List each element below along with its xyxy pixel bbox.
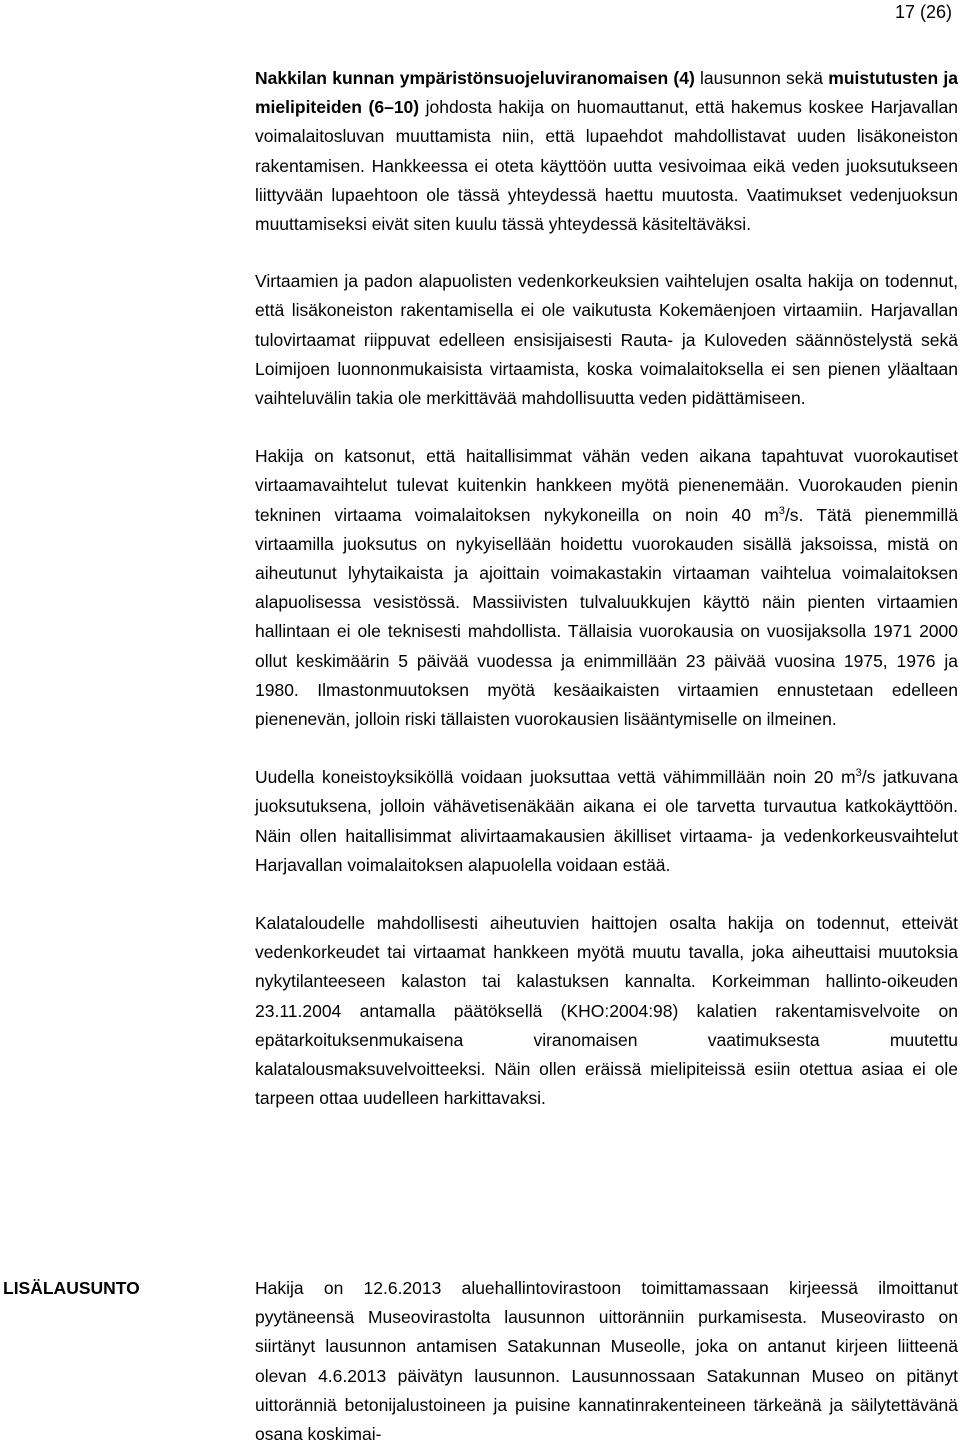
- document-body: [255, 64, 958, 1143]
- bold-phrase-objections: muistutusten ja mielipiteiden (6–10): [255, 68, 958, 118]
- paragraph-flow-variation: [255, 442, 958, 734]
- superscript: 3: [855, 767, 862, 780]
- paragraph-fisheries: Kalataloudelle mahdollisesti aiheutuvien haittojen osalta hakija on todennut, etteivät vedenkorkeudet tai virtaamat hankkeen myötä muutu tavalla, joka aiheuttaisi muutoksia nykytilanteeseen kalaston tai kalastuksen kannalta. Korkeimman hallinto-oikeuden 23.11.2004 antamalla päätöksellä (KHO:2004:98) kalatien rakentamisvelvoite on epätarkoituksenmukaisena viranomaisen vaatimuksesta muutettu kalatalousmaksuvelvoitteeksi. Näin ollen eräissä mielipiteissä esiin otettua asiaa ei ole tarpeen ottaa uudelleen harkittavaksi.: [255, 913, 958, 1109]
- superscript: 3: [778, 504, 785, 517]
- paragraph-statement-response: [255, 64, 958, 239]
- paragraph-flows: Virtaamien ja padon alapuolisten vedenkorkeuksien vaihtelujen osalta hakija on todennut, että lisäkoneiston rakentamisella ei ole vaikutusta Kokemäenjoen virtaamiin. Harjavallan tulovirtaamat riippuvat edelleen ensisijaisesti Rauta- ja Kuloveden säännöstelystä sekä Loimijoen luonnonmukaisista virtaamista, koska voimalaitoksella ei sen pienen yläaltaan vaihteluvälin takia ole merkittävää mahdollisuutta veden pidättämiseen.: [255, 271, 958, 409]
- paragraph-text: Hakija on katsonut, että haitallisimmat vähän veden aikana tapahtuvat vuorokautiset virtaamavaihtelut tulevat kuitenkin hankkeen myötä pienenemään. Vuorokauden pienin tekninen virtaama voimalaitoksen nykykoneilla on noin 40 m: [255, 446, 958, 525]
- paragraph-text: /s. Tätä pienemmillä virtaamilla juoksutus on nykyisellään hoidettu vuorokauden sisällä jaksoissa, mistä on aiheutunut lyhytaikaista ja ajoittain voimakastakin virtaaman vaihtelua voimalaitoksen alapuolisessa vesistössä. Massiivisten tulvaluukkujen käyttö näin pienten virtaamien hallintaan ei ole teknisesti mahdollista. Tällaisia vuorokausia on vuosijaksolla 1971 2000 ollut keskimäärin 5 päivää vuodessa ja enimmillään 23 päivää vuosina 1975, 1976 ja 1980. Ilmastonmuutoksen myötä kesäaikaisten virtaamien ennustetaan edelleen pienenevän, jolloin riski tällaisten vuorokausien lisääntymiselle on ilmeinen.: [255, 504, 958, 730]
- paragraph-new-unit: [255, 763, 958, 880]
- section-label-lisalausunto: LISÄLAUSUNTO: [3, 1278, 140, 1298]
- bold-phrase-nakkila: Nakkilan kunnan ympäristönsuojeluviranomaisen (4): [255, 68, 695, 88]
- paragraph-text: Uudella koneistoyksiköllä voidaan juoksuttaa vettä vähimmillään noin 20 m: [255, 767, 856, 788]
- page-number: 17 (26): [894, 2, 952, 22]
- paragraph-text: lausunnon sekä: [694, 68, 829, 88]
- paragraph-lisalausunto: Hakija on 12.6.2013 aluehallintovirastoon toimittamassaan kirjeessä ilmoittanut pyytäneensä Museovirastolta lausunnon uittoränniin purkamisesta. Museovirasto on siirtänyt lausunnon antamisen Satakunnan Museolle, joka on antanut kirjeen liitteenä olevan 4.6.2013 päivätyn lausunnon. Lausunnossaan Satakunnan Museo on pitänyt uittoränniä betonijalustoineen ja puisine kannatinrakenteineen tärkeänä ja säilytettävänä osana koskimai-: [255, 1278, 958, 1445]
- paragraph-text: johdosta hakija on huomauttanut, että hakemus koskee Harjavallan voimalaitosluvan muuttamista niin, että lupaehdot mahdollistavat uuden lisäkoneiston rakentamisen. Hankkeessa ei oteta käyttöön uutta vesivoimaa eikä veden juoksutukseen liittyvään lupaehtoon ole tässä yhteydessä haettu muutosta. Vaatimukset vedenjuoksun muuttamiseksi eivät siten kuulu tässä yhteydessä käsiteltäväksi.: [255, 97, 958, 235]
- paragraph-text: /s jatkuvana juoksutuksena, jolloin vähävetisenäkään aikana ei ole tarvetta turvautua katkokäyttöön. Näin ollen haitallisimmat alivirtaamakausien äkilliset virtaama- ja vedenkorkeusvaihtelut Harjavallan voimalaitoksen alapuolella voidaan estää.: [255, 767, 958, 875]
